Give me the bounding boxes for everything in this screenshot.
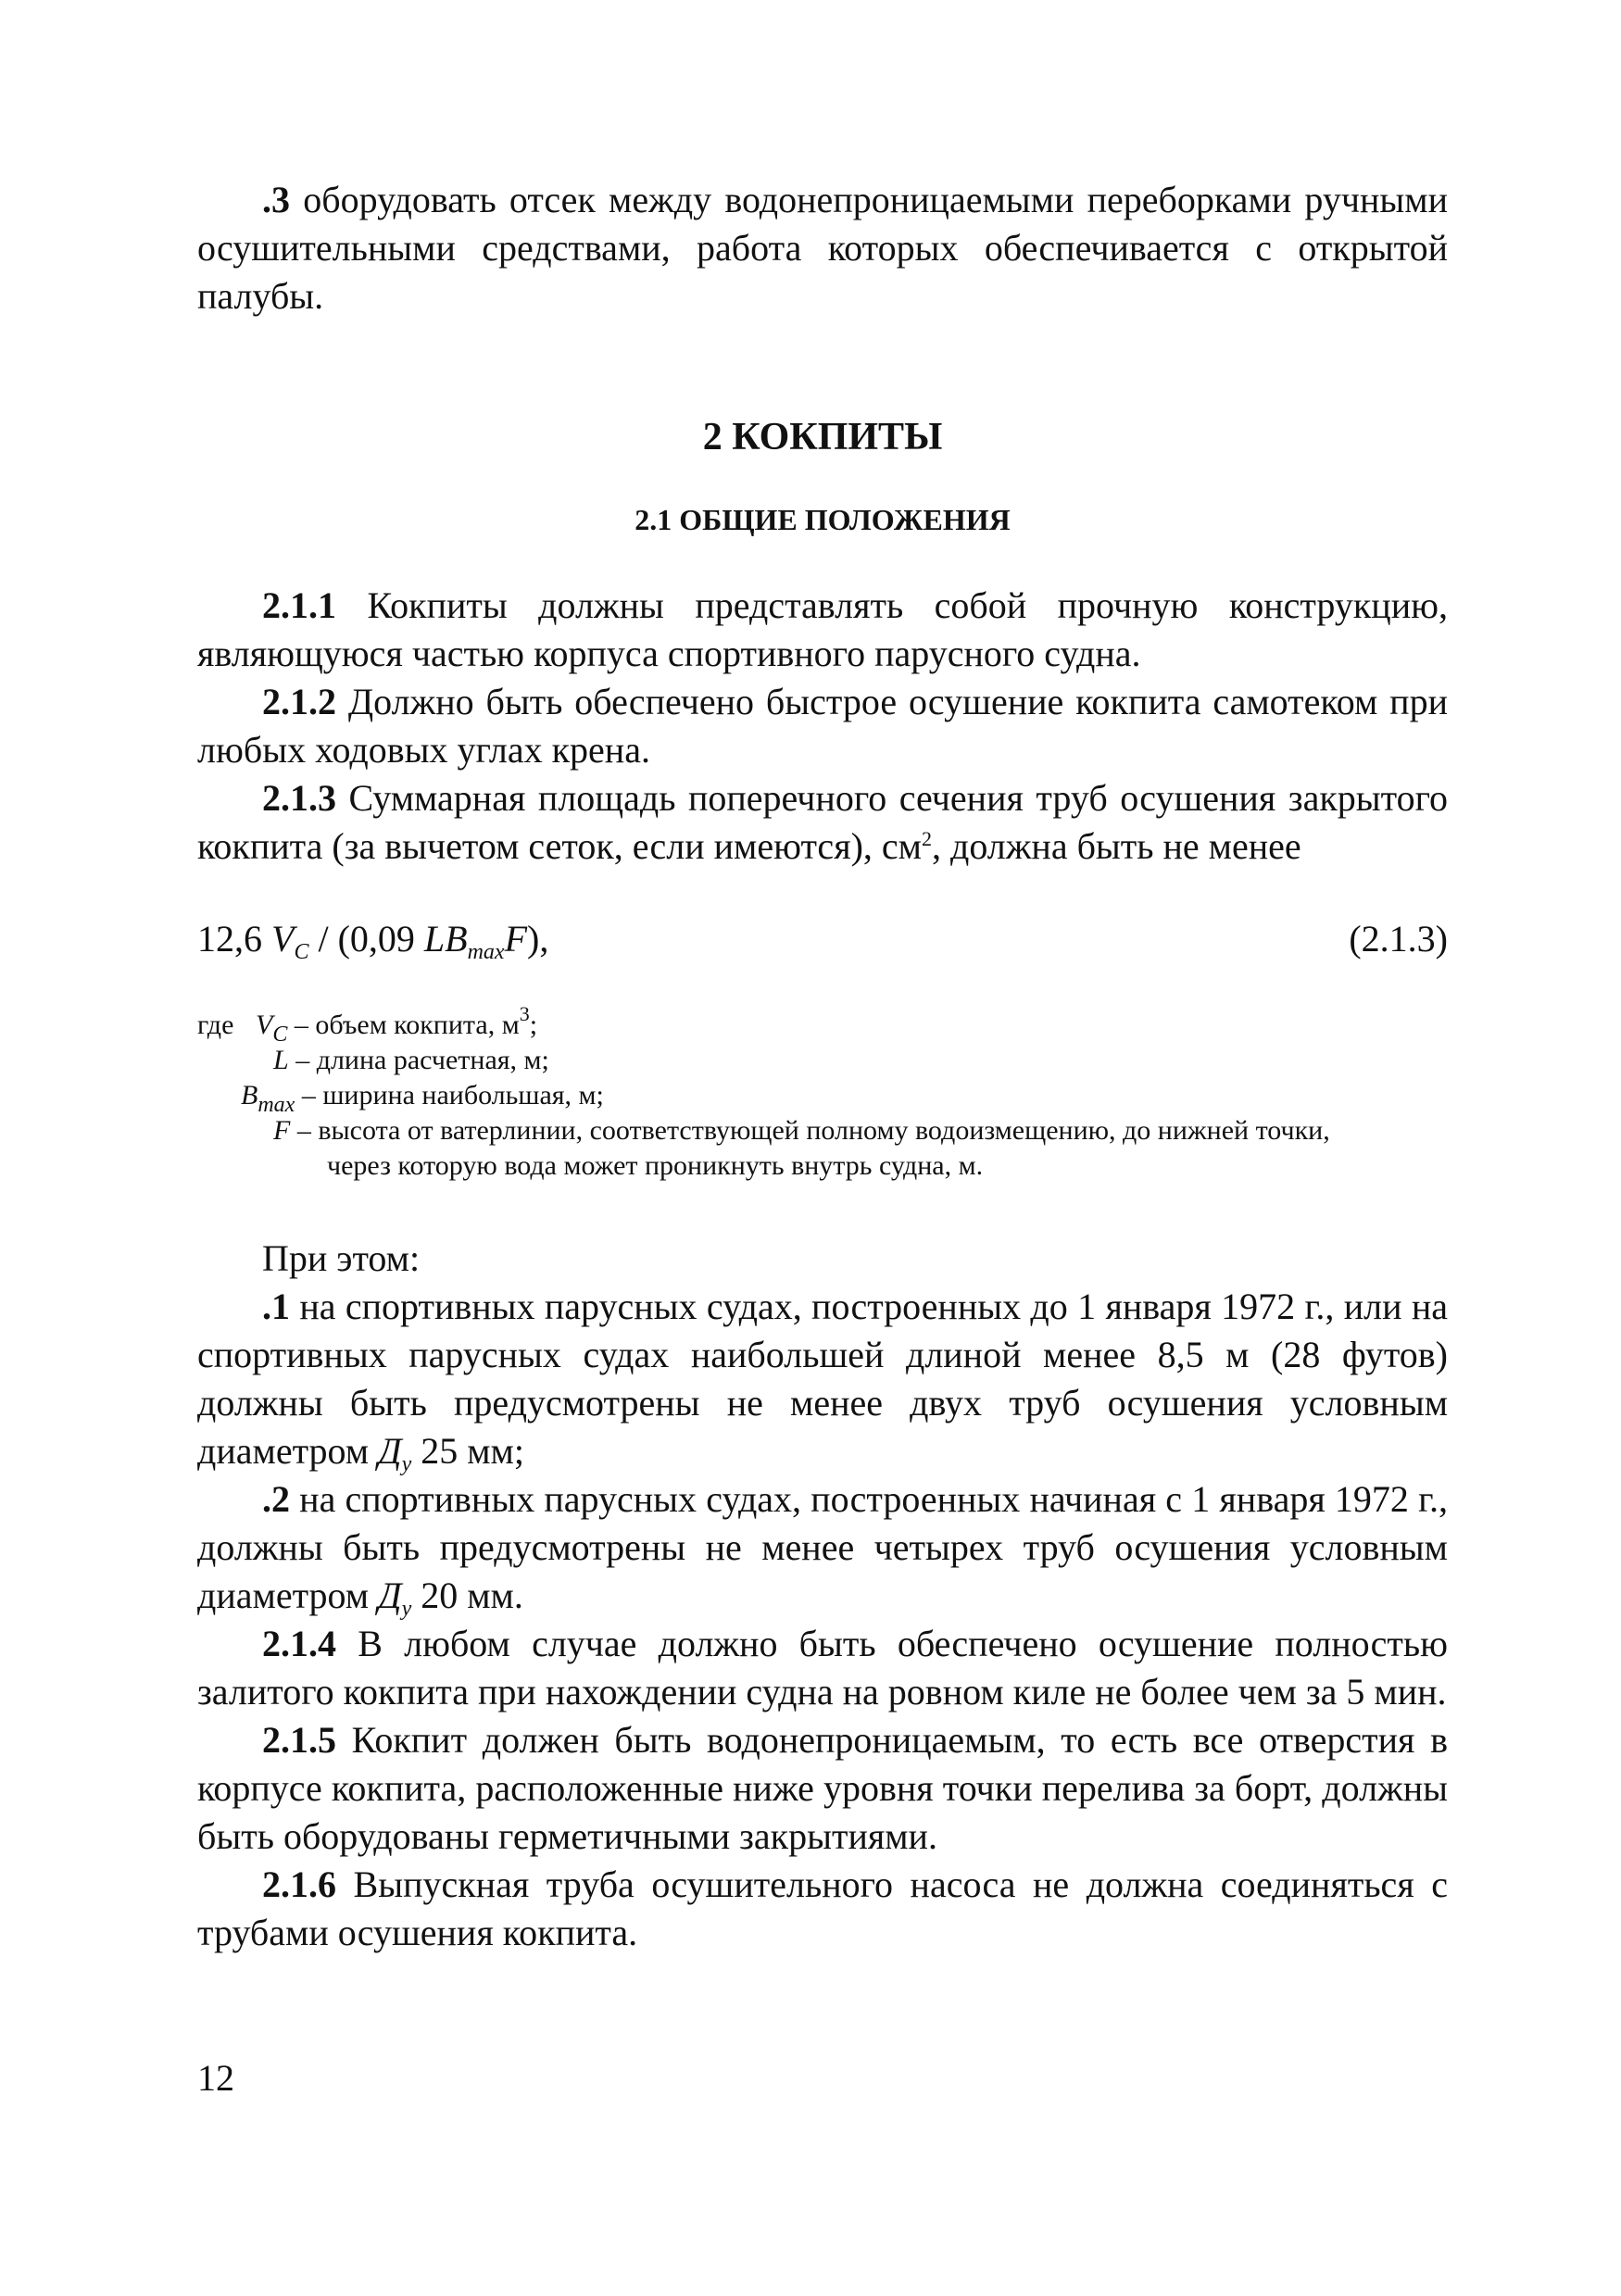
legend-symbol: F <box>273 1115 291 1146</box>
formula-number: (2.1.3) <box>1349 918 1448 960</box>
clause-text: Выпускная труба осушительного насоса не должна соединяться с трубами осушения кокпита. <box>197 1863 1448 1953</box>
symbol-du: Д <box>378 1430 402 1472</box>
legend-symbol: V <box>256 1010 273 1040</box>
conditions-intro: При этом: <box>262 1237 421 1279</box>
clause-2-1-6 <box>197 1861 1448 1957</box>
clause-2-1-2 <box>197 678 1448 774</box>
legend-text: – ширина наибольшая, м; <box>295 1080 604 1110</box>
clause-2-1-5 <box>197 1716 1448 1861</box>
section-title: 2 КОКПИТЫ <box>702 416 943 458</box>
legend-text: – объем кокпита, м <box>287 1010 520 1040</box>
clause-number: 2.1.6 <box>262 1863 336 1905</box>
clause-number: 2.1.3 <box>262 777 336 819</box>
clause-number: 2.1.2 <box>262 681 336 722</box>
clause-number: 2.1.5 <box>262 1719 336 1761</box>
clause-text: Суммарная площадь поперечного сечения труб осушения закрытого кокпита (за вычетом сеток, если имеются), см <box>197 777 1448 867</box>
clause-number: .2 <box>262 1478 290 1520</box>
clause-text: оборудовать отсек между водонепроницаемыми переборками ручными осушительными средствами, работа которых обеспечивается с открытой палубы. <box>197 179 1448 317</box>
symbol-du: Д <box>378 1575 402 1616</box>
legend-where-word: где <box>197 1010 234 1040</box>
legend-text: – длина расчетная, м; <box>288 1045 549 1075</box>
page-number: 12 <box>197 2057 234 2099</box>
clause-number: 2.1.1 <box>262 584 336 626</box>
superscript: 2 <box>921 827 932 850</box>
clause-text: Кокпиты должны представлять собой прочную конструкцию, являющуюся частью корпуса спортивного парусного судна. <box>197 584 1448 674</box>
clause-number: 2.1.4 <box>262 1623 336 1664</box>
clause-2-1-4 <box>197 1620 1448 1716</box>
legend-item: где $V_C$ – объем кокпита, $м^3$; <box>197 1002 538 1047</box>
condition-item-2: .2 на спортивных парусных судах, построенных начиная с 1 января 1972 г., должны быть предусмотрены не менее четырех труб осушения условным диаметром $Д_у$ 20 мм. <box>197 1478 1448 1621</box>
clause-number: .1 <box>262 1286 290 1327</box>
legend-item <box>197 1113 1448 1148</box>
legend-item <box>197 1043 1448 1078</box>
formula-legend <box>197 1002 1448 1184</box>
subsection-title: 2.1 ОБЩИЕ ПОЛОЖЕНИЯ <box>635 503 1011 536</box>
clause-text: Должно быть обеспечено быстрое осушение кокпита самотеком при любых ходовых углах крена. <box>197 681 1448 771</box>
clause-text: Кокпит должен быть водонепроницаемым, то есть все отверстия в корпусе кокпита, расположенные ниже уровня точки перелива за борт, должны быть оборудованы герметичными закрытиями. <box>197 1719 1448 1857</box>
legend-symbol: B <box>241 1080 258 1110</box>
clause-text: В любом случае должно быть обеспечено осушение полностью залитого кокпита при нахождении судна на ровном киле не более чем за 5 мин. <box>197 1623 1448 1713</box>
clause-2-1-1 <box>197 582 1448 678</box>
clause-number: .3 <box>262 179 290 220</box>
legend-item: $B_{max}$ – ширина наибольшая, м; <box>241 1080 604 1117</box>
legend-text: – высота от ватерлинии, соответствующей полному водоизмещению, до нижней точки, <box>290 1115 1330 1146</box>
legend-symbol: L <box>273 1045 289 1075</box>
clause-2-1-3 <box>197 774 1448 871</box>
formula-expression: 12,6 $V_C / (0,09$ $LB_{max}F$), <box>197 918 549 964</box>
conditions <box>197 1235 1448 1957</box>
clauses-top <box>197 582 1448 871</box>
intro-paragraph <box>197 176 1448 320</box>
condition-item-1: .1 на спортивных парусных судах, построенных до 1 января 1972 г., или на спортивных парусных судах наибольшей длиной менее 8,5 м (28 футов) должны быть предусмотрены не менее двух труб осушения условным диаметром $Д_у$ 25 мм; <box>197 1286 1448 1476</box>
legend-item-continuation: через которую вода может проникнуть внутрь судна, м. <box>327 1150 984 1181</box>
clause-text-after: , должна быть не менее <box>931 825 1301 867</box>
